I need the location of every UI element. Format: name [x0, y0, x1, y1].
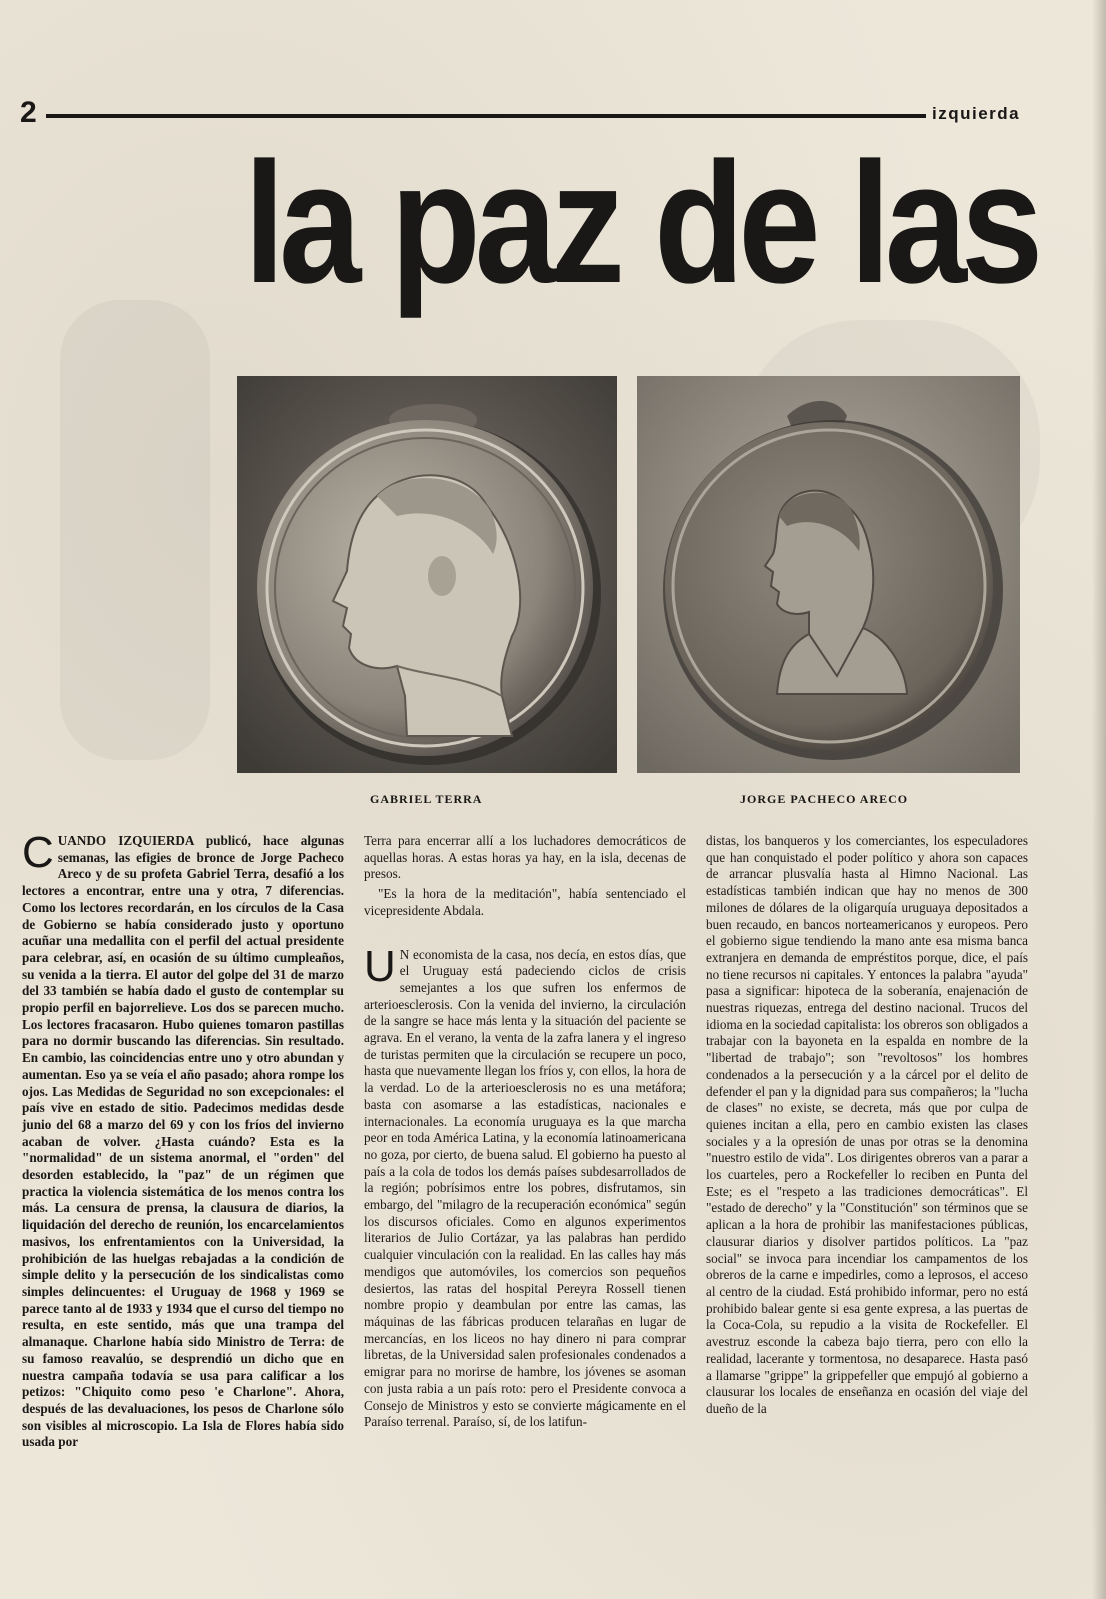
article-column-2 — [364, 833, 686, 1434]
page-edge-shadow — [1092, 0, 1106, 1599]
bleed-through-shape — [60, 300, 210, 760]
column-2-paragraph-1: Terra para encerrar allí a los luchadores democráticos de aquellas horas. A estas horas ya hay, en la isla, decenas de presos. — [364, 833, 686, 882]
medal-image-right — [637, 376, 1020, 773]
column-2-paragraph-2: "Es la hora de la meditación", había sentenciado el vicepresidente Abdala. — [364, 886, 686, 918]
paragraph-gap — [364, 923, 686, 947]
column-3-text: distas, los banqueros y los comerciantes, los especuladores que han conquistado el poder político y ahora son capaces de arrancar plusvalía hasta al Himno Nacional. Las estadísticas también indican que hay no menos de 300 milones de dólares de la oligarquía uruguaya depositados a buen recaudo, en bancos norteamericanos y europeos. Pero el gobierno sigue tendiendo la mano ante esa misma banca extranjera en demanda de empréstitos porque, dice, el país no tiene recursos ni capitales. Y entonces la palabra "ayuda" pasa a significar: hipoteca de la soberanía, enajenación de nuestras riquezas, entrega del destino nacional. Trucos del idioma en la sociedad capitalista: los obreros son obligados a trabajar con la bayoneta en la espalda en nombre de la "libertad de trabajo"; son "revoltosos" los hombres condenados a la persecución y a la cárcel por el delito de defender el pan y la dignidad para sus compañeros; la "lucha de clases" no existe, se decreta, más que por culpa de quienes incitan a ella, pero en cambio existen las clases sociales y a la opresión de unas por otras se la denomina "nuestro estilo de vida". Los dirigentes obreros van a parar a los cuarteles, pero a Rockefeller lo reciben en Punta del Este; es el "respeto a las tradiciones democráticas". El "estado de derecho" y la "Constitución" son términos que se aplican a la hora de prohibir las manifestaciones públicas, clausurar diarios y disolver partidos políticos. La "paz social" se invoca para incendiar los campamentos de los obreros de la carne e impedirles, como a leprosos, el acceso al centro de la ciudad. Está prohibido informar, pero no está prohibido balear gente si esa gente expresa, a las puertas de la Coca-Cola, su repudio a la visita de Rockefeller. El avestruz esconde la cabeza bajo tierra, pero con ello la realidad, lacerante y tormentosa, no desaparece. Hasta pasó a llamarse "grippe" la grippefeller que empujó al gobierno a clausurar los locales de enseñanza en ocasión del viaje del dueño de la — [706, 833, 1028, 1416]
column-1-text: UANDO IZQUIERDA publicó, hace algunas semanas, las efigies de bronce de Jorge Pacheco Areco y de su profeta Gabriel Terra, desafió a los lectores a encontrar, entre una y otra, 7 diferencias. Como los lectores recordarán, en los círculos de la Casa de Gobierno se había considerado justo y oportuno acuñar una medallita con el perfil del actual presidente para celebrar, así, en ocasión de su último cumpleaños, su venida a la tierra. El autor del golpe del 31 de marzo del 33 también se había dado el gusto de contemplar su propio perfil en bajorrelieve. Los dos se parecen mucho. Los lectores fracasaron. Hubo quienes tomaron pastillas para no dormir buscando las diferencias. Sin resultado. En cambio, las coincidencias entre uno y otro abundan y aumentan. Eso ya se veía el año pasado; ahora rompe los ojos. Las Medidas de Seguridad no son excepcionales: el país vive en estado de sitio. Padecimos medidas desde junio del 68 a marzo del 69 y con los fríos del invierno acaban de volver. ¿Hasta cuándo? Esta es la "normalidad" de un sistema anormal, el "orden" del desorden establecido, la "paz" de un régimen que practica la violencia sistemática de los menos contra los más. La censura de prensa, la clausura de diarios, la liquidación del derecho de reunión, los encarcelamientos masivos, los enfrentamientos con la Universidad, la prohibición de las huelgas rebajadas a la condición de simple delito y la persecución de los sindicalistas como simples delincuentes: el Uruguay de 1968 y 1969 se parece tanto al de 1933 y 1934 que el curso del tiempo no resulta, en este sentido, más que una trampa del almanaque. Charlone había sido Ministro de Terra: de su famoso reavalúo, se desprendió un dicho que en nuestra campaña todavía se usa para calificar a los petizos: "Chiquito como peso 'e Charlone". Ahora, después de las devaluaciones, los pesos de Charlone sólo son visibles al microscopio. La Isla de Flores había sido usada por — [22, 833, 344, 1450]
photo-caption-left: GABRIEL TERRA — [370, 792, 483, 806]
column-2-paragraph-3: N economista de la casa, nos decía, en estos días, que el Uruguay está padeciendo ciclos de crisis semejantes a los que sufren los enfermos de arterioesclerosis. Con la venida del invierno, la circulación de la sangre se hace más lenta y la situación del paciente se agrava. En el verano, la venta de la zafra lanera y el ingreso de turistas permiten que la circulación se recupere un poco, hasta que nuevamente llegan los fríos y, con ellos, la hora de la verdad. Lo de la arterioesclerosis no es una metáfora; basta con asomarse a las estadísticas, nacionales e internacionales. La economía uruguaya es la que marcha peor en toda América Latina, y la economía latinoamericana no goza, por cierto, de buena salud. El gobierno ha puesto al país a la cola de todos los demás países subdesarrollados de la región; pobrísimos entre los pobres, disfrutamos, sin embargo, del "milagro de la recuperación económica" según los discursos oficiales. Como en algunos experimentos literarios de Julio Cortázar, ya las palabras han perdido cualquier vinculación con la realidad. En las calles hay más mendigos que automóviles, los comercios son pequeños desiertos, las ratas del hospital Pereyra Rossell tienen nombre propio y deambulan por entre las camas, las máquinas de las fábricas producen telarañas en lugar de mercancías, en los liceos no hay dinero ni para comprar libretas, de la Universidad salen profesionales condenados a emigrar para no morirse de hambre, los jóvenes se asoman con justa rabia a un país roto: pero el Presidente convoca a Consejo de Ministros y esto se convierte mágicamente en el Paraíso terrenal. Paraíso, sí, de los latifun- — [364, 946, 686, 1430]
article-column-1 — [22, 828, 344, 1454]
dropcap-u: U — [364, 941, 396, 991]
headline: la paz de las — [244, 127, 1038, 319]
dropcap-c: C — [22, 828, 54, 877]
page-number: 2 — [20, 96, 37, 129]
photo-caption-right: JORGE PACHECO ARECO — [740, 792, 909, 806]
article-column-3 — [706, 833, 1028, 1421]
section-name: izquierda — [932, 104, 1021, 123]
header-rule — [46, 114, 926, 118]
medal-photo-gabriel-terra — [237, 376, 617, 773]
medal-image-left — [237, 376, 617, 773]
medal-photo-jorge-pacheco-areco — [637, 376, 1020, 773]
